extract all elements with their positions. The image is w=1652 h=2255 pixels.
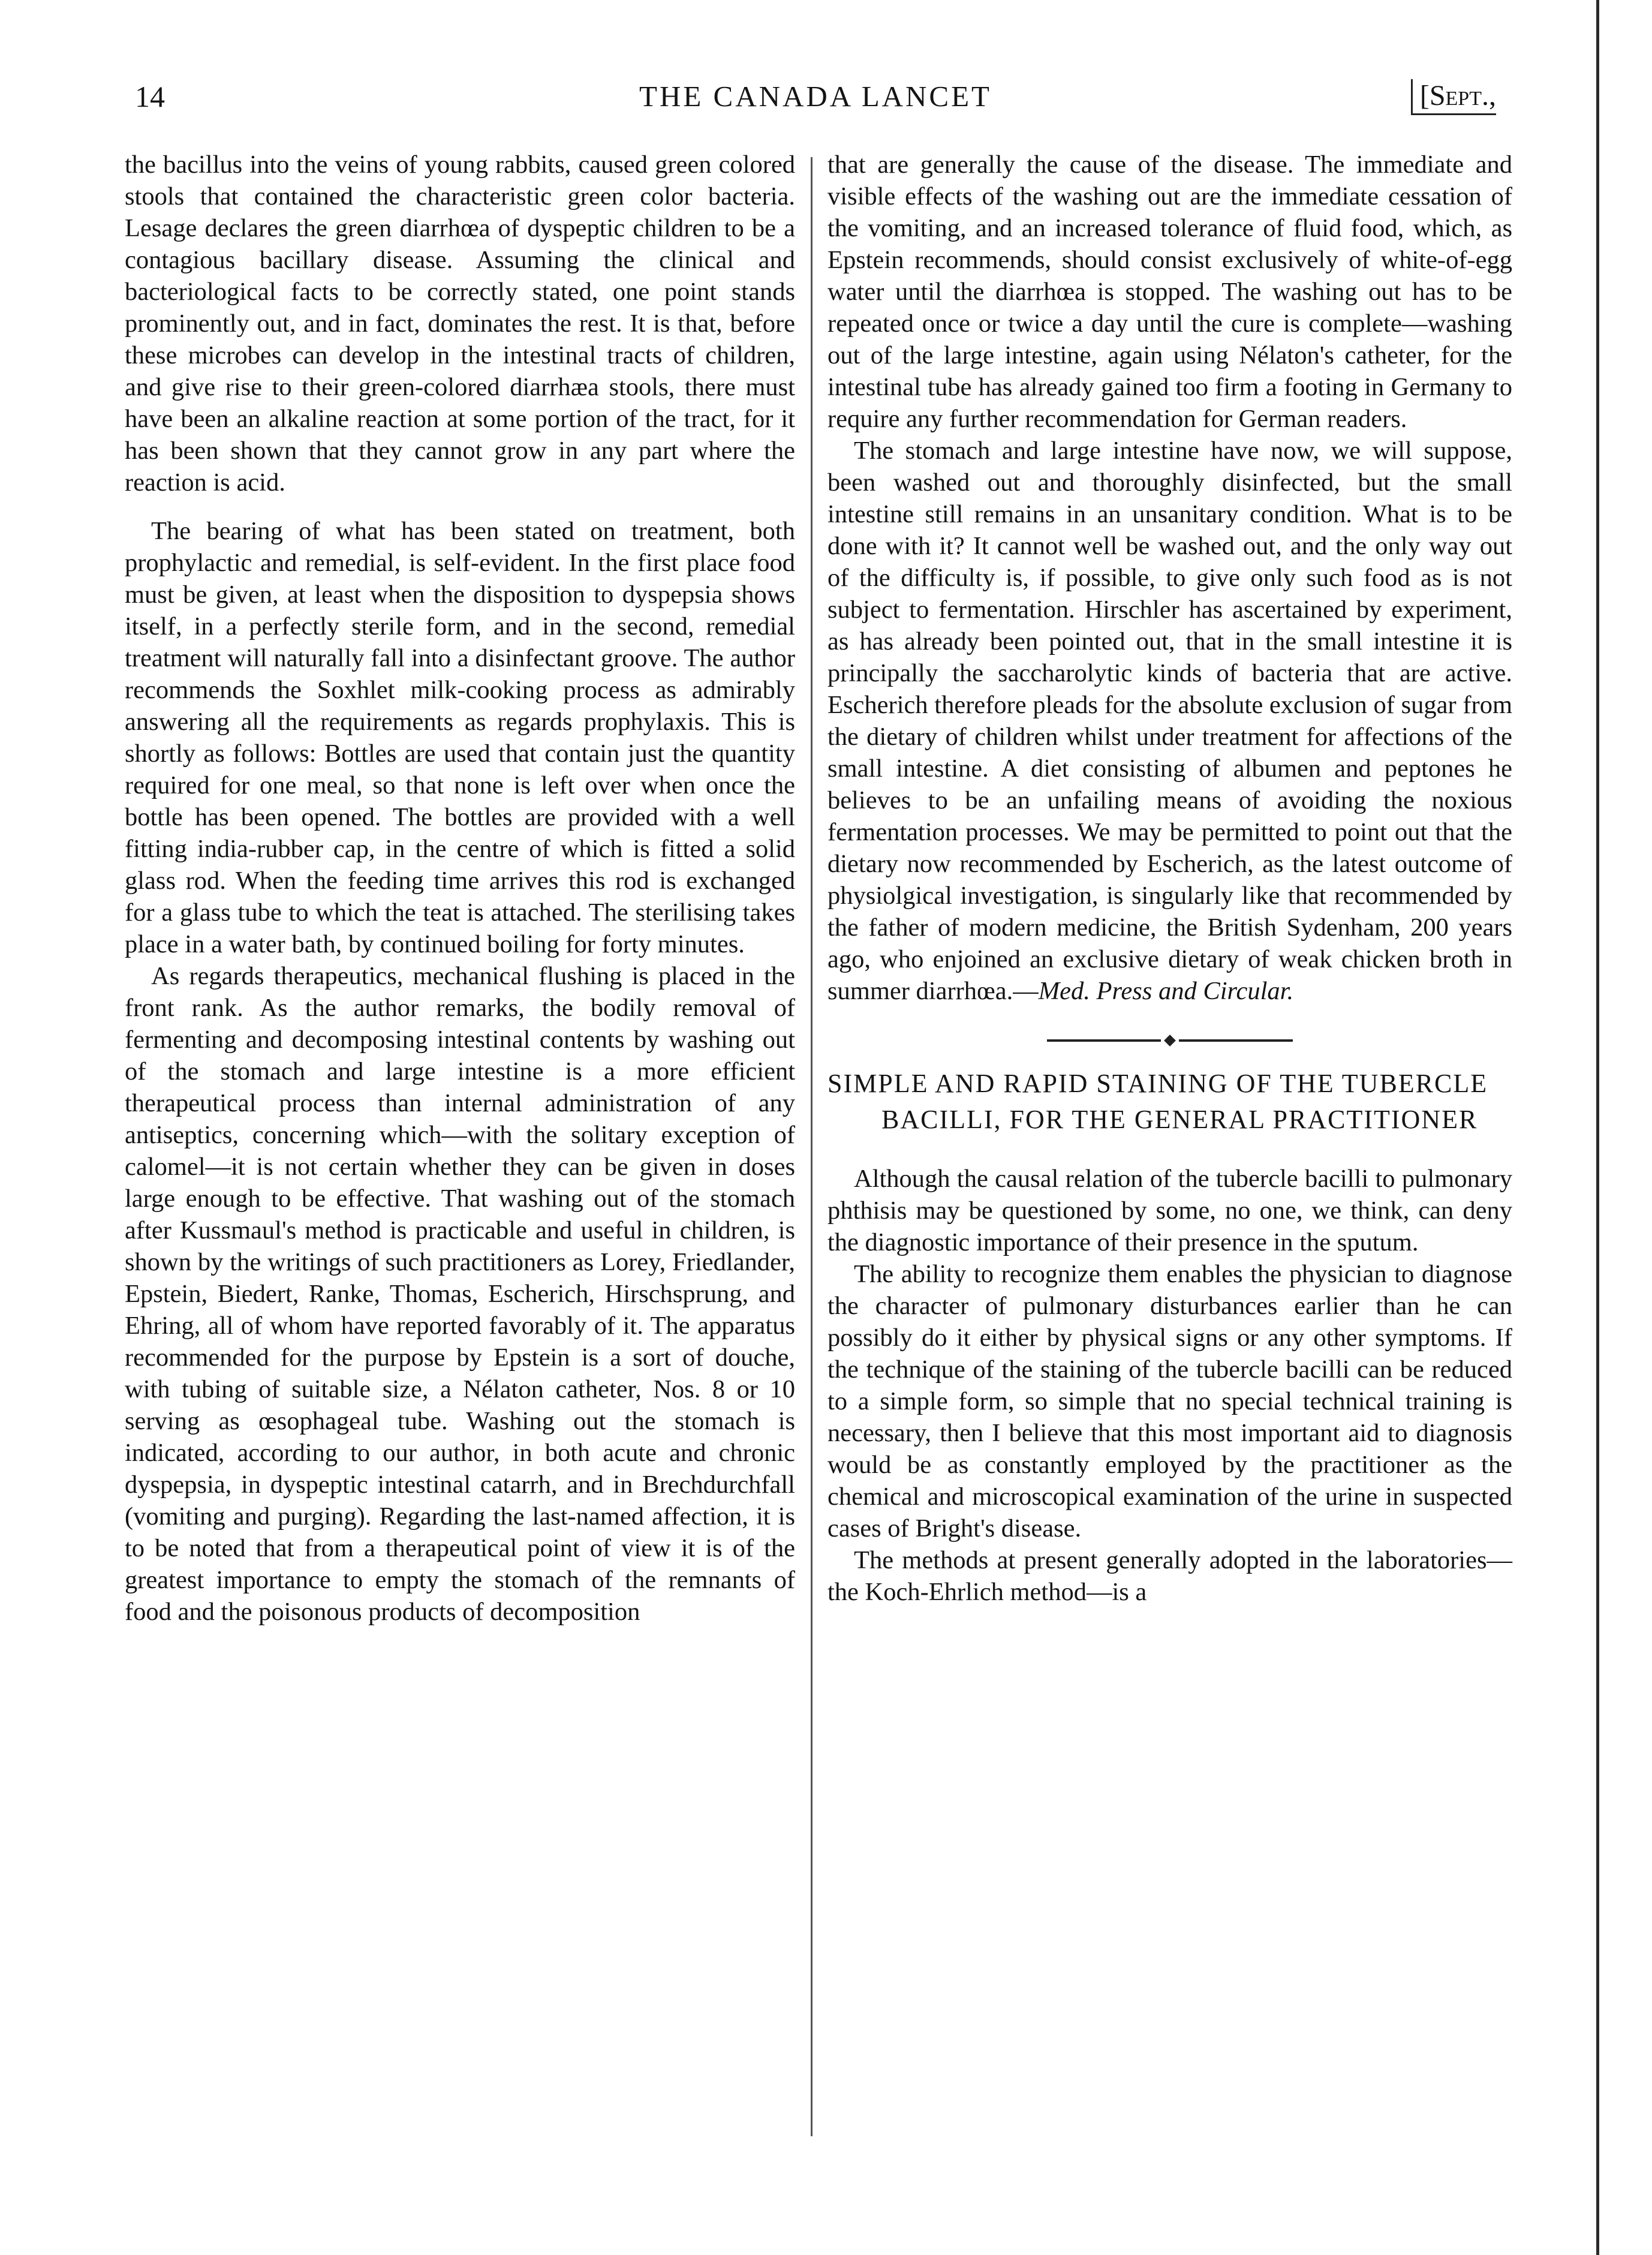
ornament-rule — [1047, 1039, 1161, 1042]
ornament-dot — [1164, 1035, 1176, 1047]
paragraph: The ability to recognize them enables the physician to diagnose the character of pulmonary disturbances earlier than he can possibly do it either by physical signs or any other symptoms. If the technique of the staining of the tubercle bacilli can be reduced to a simple form, so simple that no special technical training is necessary, then I believe that this most important aid to diagnosis would be as constantly employed by the practitioner as the chemical and microscopical examination of the urine in suspected cases of Bright's disease. — [827, 1260, 1512, 1543]
paragraph-gap — [125, 498, 795, 515]
page-edge-rule — [1596, 0, 1599, 2255]
paragraph: As regards therapeutics, mechanical flushing is placed in the front rank. As the author remarks, the bodily removal of fermenting and decomposing intestinal contents by washing out of the stomach and large intestine is a more efficient therapeutical process than internal administration of any antiseptics, concerning which—with the solitary exception of calomel—it is not certain whether they can be given in doses large enough to be effective. That washing out of the stomach after Kussmaul's method is practicable and useful in children, is shown by the writings of such practitioners as Lorey, Friedlander, Epstein, Biedert, Ranke, Thomas, Escherich, Hirschsprung, and Ehring, all of whom have reported favorably of it. The apparatus recommended for the purpose by Epstein is a sort of douche, with tubing of suitable size, a Nélaton catheter, Nos. 8 or 10 serving as œsophageal tube. Washing out the stomach is indicated, according to our author, in both acute and chronic dyspepsia, in dyspeptic intestinal catarrh, and in Brechdurchfall (vomiting and purging). Regarding the last-named affection, it is to be noted that from a therapeutical point of view it is of the greatest importance to empty the stomach of the remnants of food and the poisonous products of decomposition — [125, 962, 795, 1626]
page-header — [135, 79, 1496, 127]
paragraph — [827, 435, 1512, 1007]
paragraph: Although the causal relation of the tubercle bacilli to pulmonary phthisis may be questioned by some, no one, we think, can deny the diagnostic importance of their presence in the sputum. — [827, 1165, 1512, 1256]
section-ornament — [827, 1033, 1512, 1045]
paragraph: that are generally the cause of the disease. The immediate and visible effects of the washing out are the immediate cessation of the vomiting, and an increased tolerance of fluid food, which, as Epstein recommends, should consist exclusively of white-of-egg water until the diarrhœa is stopped. The washing out has to be repeated once or twice a day until the cure is complete—washing out of the large intestine, again using Nélaton's catheter, for the intestinal tube has already gained too firm a footing in Germany to require any further recommendation for German readers. — [827, 151, 1512, 433]
right-column — [827, 149, 1512, 1608]
issue-label: [Sept., — [1411, 79, 1496, 115]
article-title: SIMPLE AND RAPID STAINING OF THE TUBERCLE BACILLI, FOR THE GENERAL PRACTITIONER — [827, 1069, 1488, 1134]
paragraph: The methods at present generally adopted in the laboratories—the Koch-Ehrlich method—is a — [827, 1546, 1512, 1606]
page-number: 14 — [135, 80, 165, 113]
ornament-rule — [1179, 1039, 1293, 1042]
citation: Med. Press and Circular. — [1038, 977, 1294, 1005]
paragraph-text: The stomach and large intestine have now, we will suppose, been washed out and thoroughly disinfected, but the small intestine still remains in an unsanitary condition. What is to be done with it? It cannot well be washed out, and the only way out of the difficulty is, if possible, to give only such food as is not subject to fermentation. Hirschler has ascertained by experiment, as has already been pointed out, that in the small intestine it is principally the saccharolytic kinds of bacteria that are active. Escherich therefore pleads for the absolute exclusion of sugar from the dietary of children whilst under treatment for affections of the small intestine. A diet consisting of albumen and peptones he believes to be an unfailing means of avoiding the noxious fermentation processes. We may be permitted to point out that the dietary now recommended by Escherich, as the latest outcome of physiolgical investigation, is singularly like that recommended by the father of modern medicine, the British Sydenham, 200 years ago, who enjoined an exclusive dietary of weak chicken broth in summer diarrhœa.— — [827, 437, 1512, 1005]
left-column — [125, 149, 795, 1628]
paragraph: the bacillus into the veins of young rabbits, caused green colored stools that contained the characteristic green color bacteria. Lesage declares the green diarrhœa of dyspeptic children to be a contagious bacillary disease. Assuming the clinical and bacteriological facts to be correctly stated, one point stands prominently out, and in fact, dominates the rest. It is that, before these microbes can develop in the intestinal tracts of children, and give rise to their green-colored diarrhæa stools, there must have been an alkaline reaction at some portion of the tract, for it has been shown that they cannot grow in any part where the reaction is acid. — [125, 151, 795, 497]
running-title: THE CANADA LANCET — [639, 80, 992, 113]
column-divider — [811, 157, 813, 2136]
paragraph: The bearing of what has been stated on treatment, both prophylactic and remedial, is self-evident. In the first place food must be given, at least when the disposition to dyspepsia shows itself, in a perfectly sterile form, and in the second, remedial treatment will naturally fall into a disinfectant groove. The author recommends the Soxhlet milk-cooking process as admirably answering all the requirements as regards prophylaxis. This is shortly as follows: Bottles are used that contain just the quantity required for one meal, so that none is left over when once the bottle has been opened. The bottles are provided with a well fitting india-rubber cap, in the centre of which is fitted a solid glass rod. When the feeding time arrives this rod is exchanged for a glass tube to which the teat is attached. The sterilising takes place in a water bath, by continued boiling for forty minutes. — [125, 517, 795, 958]
